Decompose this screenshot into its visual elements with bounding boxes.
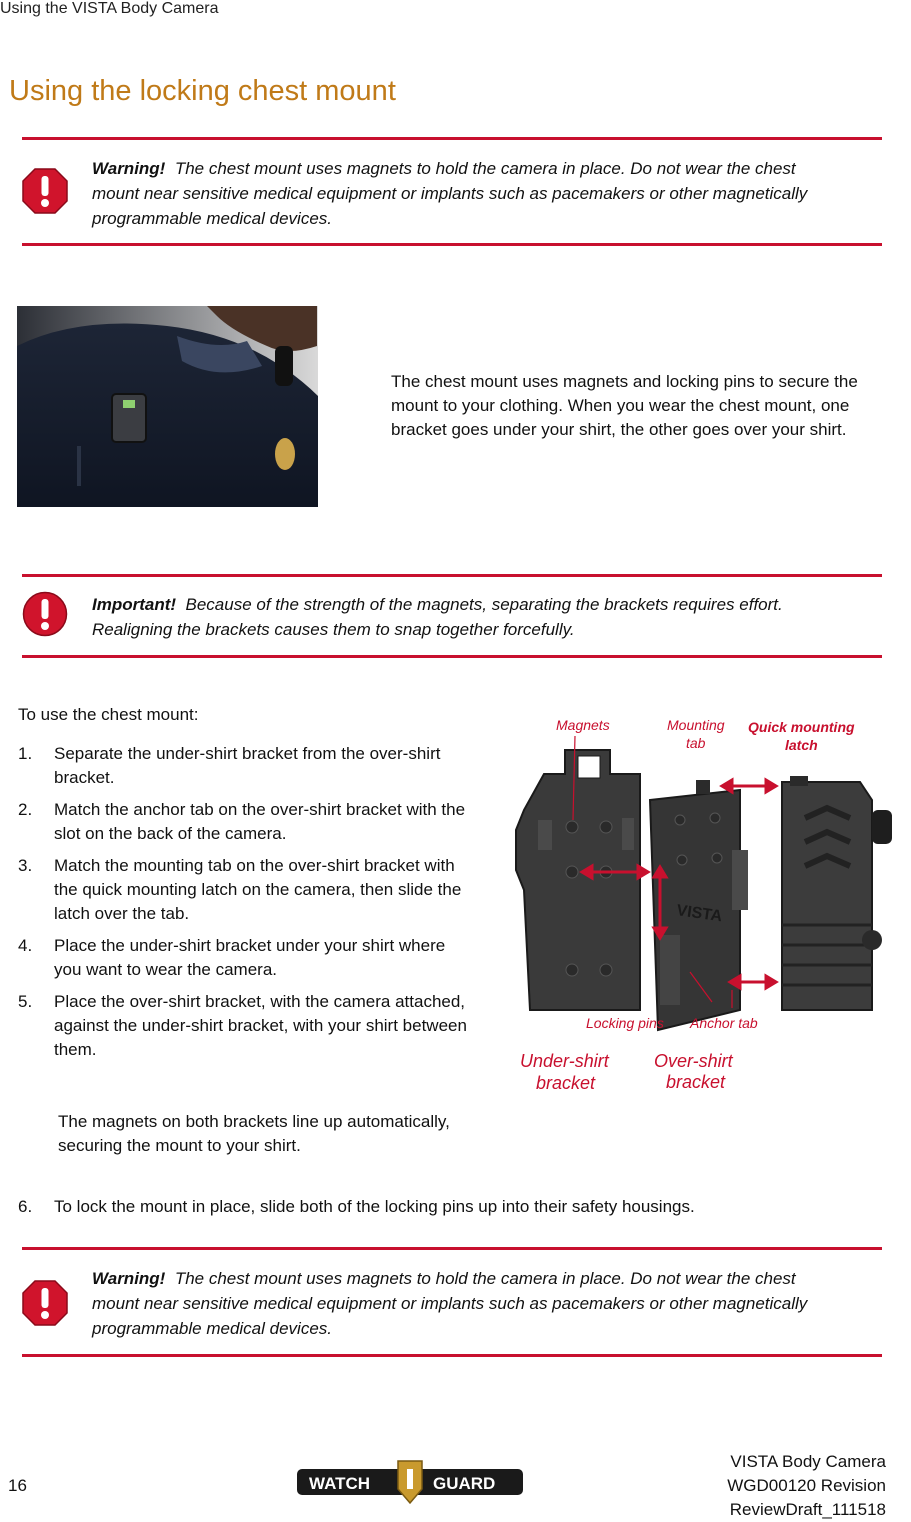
label-quick-latch-2: latch xyxy=(785,737,818,753)
warning-note-top xyxy=(92,156,832,231)
over-shirt-bracket-graphic xyxy=(650,780,748,1030)
footer-doc-info xyxy=(727,1450,886,1522)
label-magnets: Magnets xyxy=(556,717,610,733)
warning-text: The chest mount uses magnets to hold the camera in place. Do not wear the chest mount near sensitive medical equipment or implants such as pacemakers or other magnetically programmable medical devices. xyxy=(92,1269,808,1338)
step-number: 4. xyxy=(18,936,33,955)
under-shirt-bracket-graphic xyxy=(516,750,640,1010)
divider xyxy=(22,1354,882,1357)
divider xyxy=(22,1247,882,1250)
chest-mount-diagram xyxy=(500,710,911,1100)
intro-paragraph: The chest mount uses magnets and locking pins to secure the mount to your clothing. When you wear the chest mount, one bracket goes under your shirt, the other goes over your shirt. xyxy=(391,372,858,439)
footer-product: VISTA Body Camera xyxy=(730,1452,886,1471)
running-header: Using the VISTA Body Camera xyxy=(0,0,219,17)
bracket-logo: VISTA xyxy=(675,902,724,926)
step-number: 1. xyxy=(18,744,33,763)
warning-label: Warning! xyxy=(92,159,166,178)
camera-graphic xyxy=(782,776,892,1010)
divider xyxy=(22,655,882,658)
divider xyxy=(22,137,882,140)
warning-icon xyxy=(22,168,68,214)
step-number: 3. xyxy=(18,856,33,875)
label-over-shirt-2: bracket xyxy=(666,1072,726,1092)
divider xyxy=(22,574,882,577)
label-mounting-tab-2: tab xyxy=(686,735,706,751)
step-text: To lock the mount in place, slide both of the locking pins up into their safety housings. xyxy=(54,1197,695,1216)
warning-note-bottom xyxy=(92,1266,832,1341)
step-text: Place the under-shirt bracket under your shirt where you want to wear the camera. xyxy=(54,936,446,979)
list-item xyxy=(18,990,468,1062)
list-item xyxy=(18,742,468,790)
label-anchor-tab: Anchor tab xyxy=(690,1015,758,1031)
officer-photo xyxy=(17,306,318,507)
step-number: 5. xyxy=(18,992,33,1011)
label-under-shirt-1: Under-shirt xyxy=(520,1051,609,1071)
step-text: Match the mounting tab on the over-shirt bracket with the quick mounting latch on the camera, then slide the latch over the tab. xyxy=(54,856,462,923)
logo-text-right: GUARD xyxy=(433,1474,496,1493)
label-over-shirt-1: Over-shirt xyxy=(654,1051,733,1071)
step-text: Separate the under-shirt bracket from the over-shirt bracket. xyxy=(54,744,441,787)
page-number: 16 xyxy=(8,1476,27,1495)
steps-list xyxy=(18,742,468,1070)
warning-label: Warning! xyxy=(92,1269,166,1288)
label-under-shirt-2: bracket xyxy=(536,1073,596,1093)
divider xyxy=(22,243,882,246)
watchguard-logo xyxy=(297,1459,523,1505)
footer-draft: ReviewDraft_111518 xyxy=(729,1500,886,1519)
logo-text-left: WATCH xyxy=(309,1474,371,1493)
important-icon xyxy=(22,591,68,637)
list-item xyxy=(18,934,468,982)
step5-note: The magnets on both brackets line up automatically, securing the mount to your shirt. xyxy=(58,1112,450,1155)
warning-icon xyxy=(22,1280,68,1326)
steps-intro: To use the chest mount: xyxy=(18,705,199,724)
step-text: Place the over-shirt bracket, with the camera attached, against the under-shirt bracket, with your shirt between them. xyxy=(54,992,467,1059)
step-6 xyxy=(18,1195,898,1219)
footer-doc-id: WGD00120 Revision xyxy=(727,1476,886,1495)
step-number: 2. xyxy=(18,800,33,819)
label-mounting-tab-1: Mounting xyxy=(667,717,725,733)
important-note xyxy=(92,592,852,642)
step-text: Match the anchor tab on the over-shirt bracket with the slot on the back of the camera. xyxy=(54,800,466,843)
page-title: Using the locking chest mount xyxy=(9,75,396,107)
step-number: 6. xyxy=(18,1197,33,1216)
label-locking-pins: Locking pins xyxy=(586,1015,664,1031)
warning-text: The chest mount uses magnets to hold the camera in place. Do not wear the chest mount near sensitive medical equipment or implants such as pacemakers or other magnetically programmable medical devices. xyxy=(92,159,808,228)
list-item xyxy=(18,854,468,926)
important-label: Important! xyxy=(92,595,177,614)
important-text: Because of the strength of the magnets, separating the brackets requires effort. Realigning the brackets causes them to snap together forcefully. xyxy=(92,595,783,639)
list-item xyxy=(18,798,468,846)
label-quick-latch-1: Quick mounting xyxy=(748,719,855,735)
